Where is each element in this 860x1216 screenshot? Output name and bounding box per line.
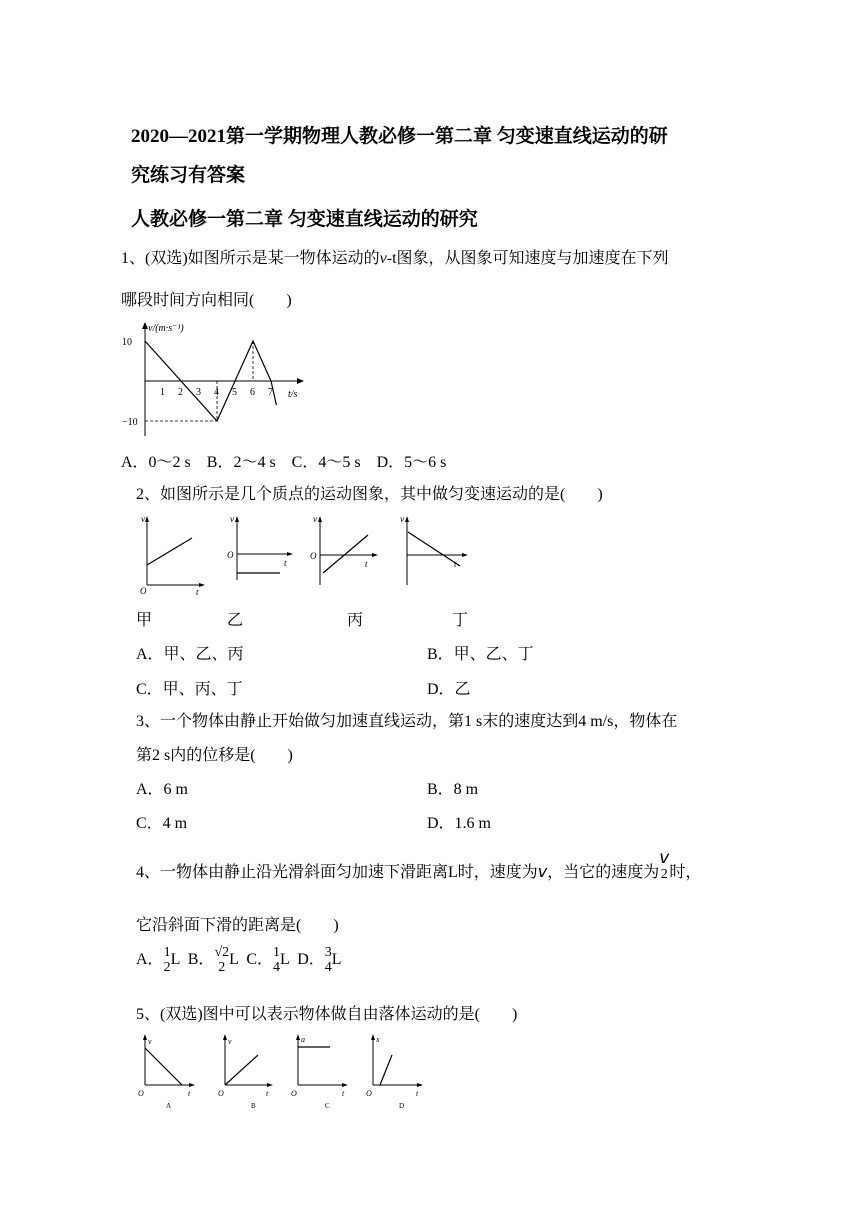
document-title-line1: 2020—2021第一学期物理人教必修一第二章 匀变速直线运动的研 bbox=[131, 126, 668, 147]
q1-vt-graph bbox=[120, 318, 310, 440]
q1-stem-line2: 哪段时间方向相同( ) bbox=[121, 292, 292, 309]
q2-label-jia: 甲 bbox=[136, 612, 153, 629]
q2-graph-ding bbox=[400, 514, 468, 585]
svg-text:t: t bbox=[416, 1089, 419, 1098]
q5-graph-d bbox=[366, 1034, 423, 1110]
q5-graphs bbox=[130, 1030, 430, 1110]
svg-text:O: O bbox=[291, 1089, 297, 1098]
svg-text:v: v bbox=[400, 514, 404, 524]
q2-graph-jia bbox=[140, 514, 205, 597]
q5-graph-a bbox=[138, 1034, 195, 1110]
svg-text:v: v bbox=[230, 514, 234, 524]
svg-text:O: O bbox=[366, 1089, 372, 1098]
q5-graph-b bbox=[218, 1034, 273, 1110]
svg-text:O: O bbox=[310, 551, 317, 561]
q3-stem-line2: 第2 s内的位移是( ) bbox=[136, 747, 293, 764]
q2-option-b: B．甲、乙、丁 bbox=[427, 646, 534, 663]
svg-text:t: t bbox=[196, 587, 199, 597]
q4-options bbox=[136, 946, 342, 975]
svg-text:t: t bbox=[365, 559, 368, 569]
q1-x-tick-2: 2 bbox=[178, 387, 183, 398]
q2-graph-bing bbox=[310, 514, 378, 585]
svg-text:a: a bbox=[301, 1035, 305, 1044]
svg-text:t: t bbox=[284, 558, 287, 568]
svg-text:t: t bbox=[342, 1089, 345, 1098]
q4-option-c: C． 1 4 L bbox=[246, 945, 290, 975]
q2-graph-yi bbox=[227, 514, 293, 580]
svg-text:O: O bbox=[140, 586, 147, 596]
q1-y-tick-label: −10 bbox=[122, 417, 138, 428]
q2-graphs bbox=[130, 510, 480, 600]
q1-stem-line1: 1、(双选)如图所示是某一物体运动的v-t图象，从图象可知速度与加速度在下列 bbox=[121, 250, 669, 267]
q4-option-d: D． 3 4 L bbox=[297, 945, 342, 975]
q1-y-axis-label: v/(m·s⁻¹) bbox=[148, 323, 184, 334]
q4-stem-line1: 4、一物体由静止沿光滑斜面匀加速下滑距离L时，速度为v，当它的速度为 v 2 时， bbox=[136, 848, 702, 882]
svg-text:v: v bbox=[141, 514, 145, 524]
q2-option-a: A．甲、乙、丙 bbox=[136, 646, 244, 663]
svg-text:t: t bbox=[454, 559, 457, 569]
q1-x-tick-3: 3 bbox=[196, 387, 201, 398]
svg-text:O: O bbox=[138, 1089, 144, 1098]
q2-label-ding: 丁 bbox=[452, 612, 469, 629]
q2-label-yi: 乙 bbox=[227, 612, 244, 629]
svg-text:v: v bbox=[228, 1037, 232, 1046]
document-title-line2: 究练习有答案 bbox=[131, 165, 246, 186]
q4-stem-line2: 它沿斜面下滑的距离是( ) bbox=[136, 917, 339, 934]
q3-stem-line1: 3、一个物体由静止开始做匀加速直线运动，第1 s末的速度达到4 m/s，物体在 bbox=[136, 713, 678, 730]
q1-y-tick-label: 10 bbox=[122, 337, 132, 348]
q1-x-axis-label: t/s bbox=[288, 389, 298, 400]
q1-x-tick-1: 1 bbox=[160, 387, 165, 398]
section-heading: 人教必修一第二章 匀变速直线运动的研究 bbox=[131, 209, 478, 230]
q3-option-c: C．4 m bbox=[136, 815, 188, 832]
svg-text:O: O bbox=[218, 1089, 224, 1098]
q1-x-tick-7: 7 bbox=[268, 387, 273, 398]
q3-option-d: D．1.6 m bbox=[427, 815, 492, 832]
svg-text:x: x bbox=[376, 1035, 380, 1044]
svg-text:t: t bbox=[188, 1089, 191, 1098]
q1-x-tick-4: 4 bbox=[214, 387, 219, 398]
svg-text:A: A bbox=[166, 1102, 172, 1110]
q3-option-a: A．6 m bbox=[136, 781, 189, 798]
svg-text:v: v bbox=[148, 1037, 152, 1046]
svg-text:t: t bbox=[266, 1089, 269, 1098]
q3-option-b: B．8 m bbox=[427, 781, 479, 798]
q5-stem: 5、(双选)图中可以表示物体做自由落体运动的是( ) bbox=[136, 1006, 518, 1023]
svg-text:v: v bbox=[313, 514, 317, 524]
svg-text:B: B bbox=[251, 1102, 256, 1110]
q4-option-a: A． 1 2 L bbox=[136, 945, 180, 975]
svg-text:C: C bbox=[325, 1102, 330, 1110]
q2-option-d: D．乙 bbox=[427, 681, 471, 698]
q4-option-b: B． √2 2 L bbox=[187, 945, 239, 975]
q2-stem: 2、如图所示是几个质点的运动图象，其中做匀变速运动的是( ) bbox=[136, 486, 603, 503]
q2-option-c: C．甲、丙、丁 bbox=[136, 681, 243, 698]
svg-text:D: D bbox=[399, 1102, 405, 1110]
q1-x-tick-6: 6 bbox=[250, 387, 255, 398]
q2-label-bing: 丙 bbox=[347, 612, 364, 629]
q1-options: A．0～2 s B．2～4 s C．4～5 s D．5～6 s bbox=[121, 454, 447, 471]
q1-x-tick-5: 5 bbox=[232, 387, 237, 398]
svg-text:O: O bbox=[227, 550, 234, 560]
q5-graph-c bbox=[291, 1034, 348, 1110]
